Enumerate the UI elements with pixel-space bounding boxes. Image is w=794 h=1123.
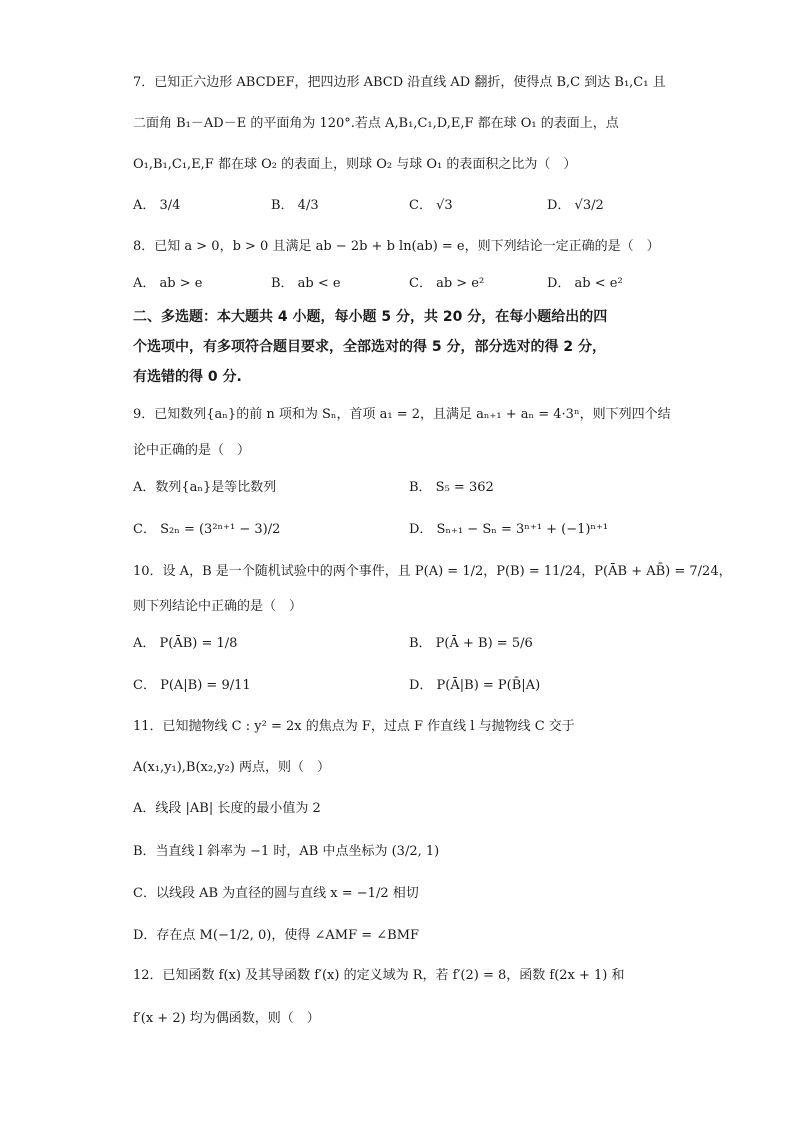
q8-option-a: A． ab > e — [133, 276, 203, 291]
q7-option-d: D． √3/2 — [547, 198, 604, 213]
q11-option-d: D．存在点 M(−1/2, 0)，使得 ∠AMF = ∠BMF — [133, 928, 420, 943]
q10-option-a: A． P(ĀB) = 1/8 — [133, 636, 238, 651]
q12-line-2: f′(x + 2) 均为偶函数，则（ ） — [133, 1011, 320, 1026]
q8-option-b: B． ab < e — [271, 276, 341, 291]
section-2-header-line-1: 二、多选题：本大题共 4 小题，每小题 5 分，共 20 分，在每小题给出的四 — [133, 309, 608, 325]
q10-option-d: D． P(Ā|B) = P(B̄|A) — [409, 678, 541, 693]
q8-option-d: D． ab < e² — [547, 276, 623, 291]
q10-line-2: 则下列结论中正确的是（ ） — [133, 599, 303, 614]
q11-line-1: 11．已知抛物线 C : y² = 2x 的焦点为 F，过点 F 作直线 l 与抛物线 C 交于 — [133, 719, 575, 734]
q9-line-1: 9．已知数列{aₙ}的前 n 项和为 Sₙ，首项 a₁ = 2，且满足 aₙ₊₁ + aₙ = 4·3ⁿ，则下列四个结 — [133, 407, 671, 422]
q9-line-2: 论中正确的是（ ） — [133, 443, 251, 458]
q7-option-a: A． 3/4 — [133, 198, 181, 213]
section-2-header-line-3: 有选错的得 0 分. — [133, 369, 242, 385]
q7-option-c: C． √3 — [409, 198, 453, 213]
q10-option-b: B． P(Ā + B) = 5/6 — [409, 636, 533, 651]
q8-option-c: C． ab > e² — [409, 276, 485, 291]
q8-line-1: 8．已知 a > 0，b > 0 且满足 ab − 2b + b ln(ab) = e，则下列结论一定正确的是（ ） — [133, 239, 660, 254]
q9-option-d: D． Sₙ₊₁ − Sₙ = 3ⁿ⁺¹ + (−1)ⁿ⁺¹ — [409, 522, 609, 537]
q11-option-c: C．以线段 AB 为直径的圆与直线 x = −1/2 相切 — [133, 886, 419, 901]
q9-option-b: B． S₅ = 362 — [409, 480, 494, 495]
q9-option-a: A．数列{aₙ}是等比数列 — [133, 480, 277, 495]
q7-line-2: 二面角 B₁－AD－E 的平面角为 120°.若点 A,B₁,C₁,D,E,F 都在球 O₁ 的表面上，点 — [133, 116, 619, 131]
q7-line-1: 7．已知正六边形 ABCDEF，把四边形 ABCD 沿直线 AD 翻折，使得点 B,C 到达 B₁,C₁ 且 — [133, 75, 666, 90]
q11-option-b: B．当直线 l 斜率为 −1 时，AB 中点坐标为 (3/2, 1) — [133, 844, 440, 859]
q11-option-a: A．线段 |AB| 长度的最小值为 2 — [133, 801, 321, 816]
section-2-header-line-2: 个选项中，有多项符合题目要求，全部选对的得 5 分，部分选对的得 2 分， — [133, 339, 606, 355]
q7-line-3: O₁,B₁,C₁,E,F 都在球 O₂ 的表面上，则球 O₂ 与球 O₁ 的表面积之比为（ ） — [133, 157, 577, 172]
q10-option-c: C． P(A|B) = 9/11 — [133, 678, 251, 693]
q12-line-1: 12．已知函数 f(x) 及其导函数 f′(x) 的定义域为 R，若 f′(2) = 8，函数 f(2x + 1) 和 — [133, 968, 625, 983]
q11-line-2: A(x₁,y₁),B(x₂,y₂) 两点，则（ ） — [133, 760, 330, 775]
q10-line-1: 10．设 A，B 是一个随机试验中的两个事件，且 P(A) = 1/2，P(B) = 11/24，P(ĀB + AB̄) = 7/24， — [133, 564, 732, 579]
q9-option-c: C． S₂ₙ = (3²ⁿ⁺¹ − 3)/2 — [133, 522, 281, 537]
q7-option-b: B． 4/3 — [271, 198, 319, 213]
